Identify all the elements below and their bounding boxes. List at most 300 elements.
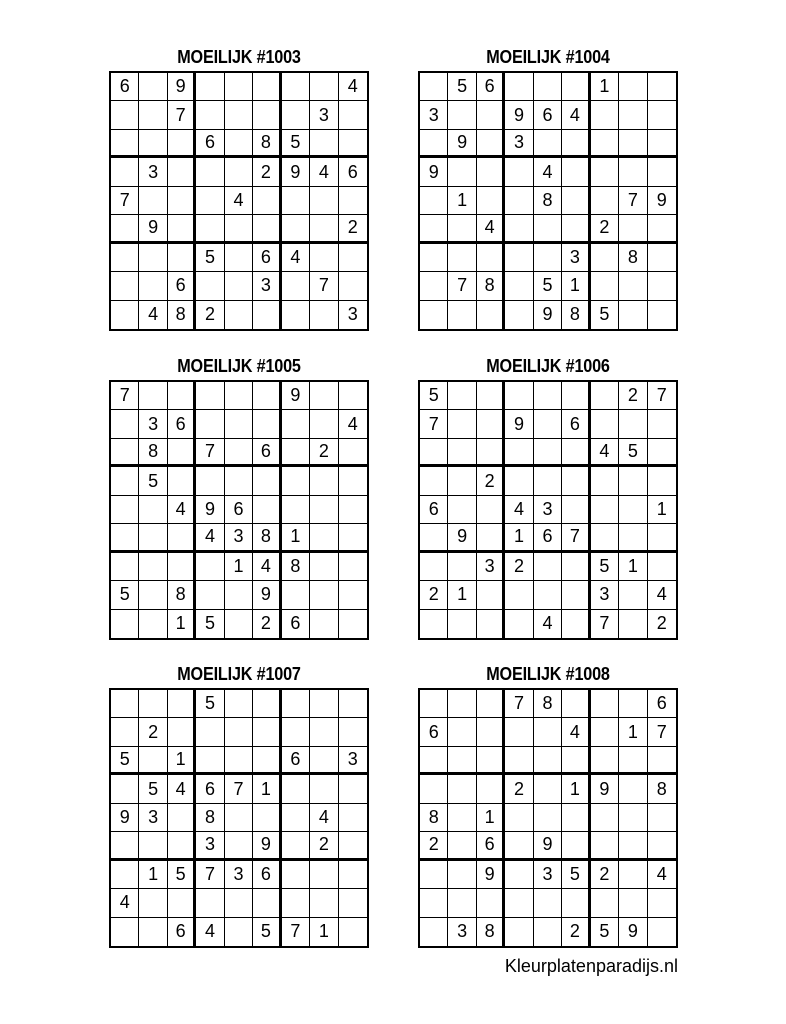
sudoku-cell[interactable] bbox=[253, 215, 281, 243]
sudoku-cell[interactable] bbox=[339, 581, 367, 609]
sudoku-cell[interactable]: 8 bbox=[420, 804, 448, 832]
sudoku-cell[interactable] bbox=[477, 775, 505, 803]
sudoku-cell[interactable] bbox=[477, 410, 505, 438]
sudoku-cell[interactable] bbox=[619, 73, 647, 101]
sudoku-cell[interactable] bbox=[477, 439, 505, 467]
sudoku-cell[interactable] bbox=[253, 301, 281, 329]
sudoku-cell[interactable]: 7 bbox=[648, 382, 676, 410]
sudoku-cell[interactable] bbox=[448, 861, 476, 889]
sudoku-cell[interactable] bbox=[420, 889, 448, 917]
sudoku-cell[interactable] bbox=[591, 747, 619, 775]
sudoku-cell[interactable] bbox=[534, 410, 562, 438]
sudoku-cell[interactable] bbox=[505, 804, 533, 832]
sudoku-cell[interactable] bbox=[225, 918, 253, 946]
sudoku-cell[interactable] bbox=[310, 496, 338, 524]
sudoku-cell[interactable]: 1 bbox=[448, 187, 476, 215]
sudoku-cell[interactable] bbox=[196, 718, 224, 746]
sudoku-cell[interactable]: 3 bbox=[562, 244, 590, 272]
sudoku-cell[interactable]: 9 bbox=[477, 861, 505, 889]
sudoku-cell[interactable] bbox=[534, 244, 562, 272]
sudoku-cell[interactable] bbox=[448, 244, 476, 272]
sudoku-cell[interactable]: 7 bbox=[196, 861, 224, 889]
sudoku-cell[interactable]: 3 bbox=[448, 918, 476, 946]
sudoku-cell[interactable]: 1 bbox=[619, 718, 647, 746]
sudoku-cell[interactable]: 9 bbox=[282, 158, 310, 186]
sudoku-cell[interactable] bbox=[225, 467, 253, 495]
sudoku-cell[interactable]: 1 bbox=[619, 553, 647, 581]
sudoku-cell[interactable] bbox=[253, 496, 281, 524]
sudoku-cell[interactable]: 9 bbox=[619, 918, 647, 946]
sudoku-cell[interactable] bbox=[139, 747, 167, 775]
sudoku-cell[interactable] bbox=[339, 918, 367, 946]
sudoku-cell[interactable]: 6 bbox=[534, 524, 562, 552]
sudoku-cell[interactable] bbox=[477, 889, 505, 917]
sudoku-cell[interactable]: 5 bbox=[562, 861, 590, 889]
sudoku-cell[interactable]: 9 bbox=[139, 215, 167, 243]
sudoku-cell[interactable]: 3 bbox=[139, 158, 167, 186]
sudoku-cell[interactable]: 2 bbox=[196, 301, 224, 329]
sudoku-cell[interactable] bbox=[310, 690, 338, 718]
sudoku-cell[interactable] bbox=[505, 747, 533, 775]
sudoku-cell[interactable] bbox=[619, 690, 647, 718]
sudoku-cell[interactable] bbox=[196, 187, 224, 215]
sudoku-cell[interactable] bbox=[225, 832, 253, 860]
sudoku-cell[interactable] bbox=[139, 130, 167, 158]
sudoku-cell[interactable]: 6 bbox=[253, 244, 281, 272]
sudoku-cell[interactable]: 3 bbox=[505, 130, 533, 158]
sudoku-cell[interactable] bbox=[448, 690, 476, 718]
sudoku-cell[interactable] bbox=[282, 496, 310, 524]
sudoku-cell[interactable]: 5 bbox=[253, 918, 281, 946]
sudoku-cell[interactable]: 6 bbox=[562, 410, 590, 438]
sudoku-cell[interactable] bbox=[477, 101, 505, 129]
sudoku-cell[interactable]: 6 bbox=[339, 158, 367, 186]
sudoku-cell[interactable] bbox=[648, 439, 676, 467]
sudoku-cell[interactable]: 9 bbox=[448, 524, 476, 552]
sudoku-cell[interactable] bbox=[168, 215, 196, 243]
sudoku-cell[interactable] bbox=[477, 718, 505, 746]
sudoku-cell[interactable] bbox=[448, 215, 476, 243]
sudoku-cell[interactable] bbox=[448, 382, 476, 410]
sudoku-cell[interactable] bbox=[225, 610, 253, 638]
sudoku-cell[interactable] bbox=[253, 889, 281, 917]
sudoku-cell[interactable]: 3 bbox=[420, 101, 448, 129]
sudoku-cell[interactable] bbox=[196, 101, 224, 129]
sudoku-cell[interactable] bbox=[339, 553, 367, 581]
sudoku-cell[interactable]: 9 bbox=[505, 410, 533, 438]
sudoku-cell[interactable]: 2 bbox=[253, 610, 281, 638]
sudoku-cell[interactable] bbox=[648, 747, 676, 775]
sudoku-cell[interactable] bbox=[282, 439, 310, 467]
sudoku-cell[interactable] bbox=[253, 718, 281, 746]
sudoku-cell[interactable] bbox=[111, 301, 139, 329]
sudoku-cell[interactable] bbox=[562, 382, 590, 410]
sudoku-cell[interactable] bbox=[420, 244, 448, 272]
sudoku-cell[interactable] bbox=[253, 187, 281, 215]
sudoku-cell[interactable] bbox=[562, 496, 590, 524]
sudoku-cell[interactable]: 2 bbox=[420, 581, 448, 609]
sudoku-cell[interactable] bbox=[310, 861, 338, 889]
sudoku-cell[interactable]: 5 bbox=[282, 130, 310, 158]
sudoku-cell[interactable] bbox=[562, 553, 590, 581]
sudoku-cell[interactable]: 4 bbox=[591, 439, 619, 467]
sudoku-cell[interactable] bbox=[648, 889, 676, 917]
sudoku-cell[interactable] bbox=[505, 215, 533, 243]
sudoku-cell[interactable] bbox=[225, 130, 253, 158]
sudoku-cell[interactable]: 4 bbox=[282, 244, 310, 272]
sudoku-cell[interactable] bbox=[477, 581, 505, 609]
sudoku-cell[interactable]: 5 bbox=[534, 272, 562, 300]
sudoku-cell[interactable] bbox=[139, 382, 167, 410]
sudoku-cell[interactable]: 3 bbox=[591, 581, 619, 609]
sudoku-cell[interactable] bbox=[505, 382, 533, 410]
sudoku-cell[interactable]: 9 bbox=[253, 581, 281, 609]
sudoku-cell[interactable]: 7 bbox=[562, 524, 590, 552]
sudoku-cell[interactable] bbox=[168, 439, 196, 467]
sudoku-cell[interactable]: 3 bbox=[139, 804, 167, 832]
sudoku-cell[interactable] bbox=[448, 889, 476, 917]
sudoku-cell[interactable]: 9 bbox=[168, 73, 196, 101]
sudoku-cell[interactable]: 8 bbox=[562, 301, 590, 329]
sudoku-cell[interactable] bbox=[310, 524, 338, 552]
sudoku-cell[interactable]: 3 bbox=[534, 496, 562, 524]
sudoku-cell[interactable] bbox=[111, 553, 139, 581]
sudoku-cell[interactable] bbox=[111, 130, 139, 158]
sudoku-cell[interactable] bbox=[282, 272, 310, 300]
sudoku-cell[interactable] bbox=[225, 804, 253, 832]
sudoku-cell[interactable]: 2 bbox=[139, 718, 167, 746]
sudoku-cell[interactable] bbox=[168, 244, 196, 272]
sudoku-cell[interactable]: 9 bbox=[420, 158, 448, 186]
sudoku-cell[interactable] bbox=[139, 553, 167, 581]
sudoku-cell[interactable] bbox=[562, 832, 590, 860]
sudoku-cell[interactable] bbox=[339, 889, 367, 917]
sudoku-cell[interactable]: 9 bbox=[448, 130, 476, 158]
sudoku-cell[interactable] bbox=[448, 301, 476, 329]
sudoku-cell[interactable] bbox=[420, 690, 448, 718]
sudoku-cell[interactable] bbox=[339, 101, 367, 129]
sudoku-cell[interactable] bbox=[339, 382, 367, 410]
sudoku-cell[interactable]: 7 bbox=[420, 410, 448, 438]
sudoku-cell[interactable] bbox=[225, 889, 253, 917]
sudoku-cell[interactable]: 3 bbox=[310, 101, 338, 129]
sudoku-cell[interactable]: 6 bbox=[534, 101, 562, 129]
sudoku-cell[interactable]: 6 bbox=[168, 918, 196, 946]
sudoku-cell[interactable] bbox=[477, 244, 505, 272]
sudoku-cell[interactable]: 1 bbox=[168, 747, 196, 775]
sudoku-cell[interactable] bbox=[448, 775, 476, 803]
sudoku-cell[interactable]: 1 bbox=[448, 581, 476, 609]
sudoku-cell[interactable] bbox=[648, 804, 676, 832]
sudoku-cell[interactable] bbox=[619, 272, 647, 300]
sudoku-cell[interactable] bbox=[648, 272, 676, 300]
sudoku-cell[interactable] bbox=[310, 215, 338, 243]
sudoku-cell[interactable] bbox=[448, 101, 476, 129]
sudoku-cell[interactable]: 2 bbox=[339, 215, 367, 243]
sudoku-cell[interactable] bbox=[253, 467, 281, 495]
sudoku-cell[interactable]: 2 bbox=[562, 918, 590, 946]
sudoku-cell[interactable]: 8 bbox=[477, 918, 505, 946]
sudoku-cell[interactable]: 9 bbox=[196, 496, 224, 524]
sudoku-cell[interactable]: 8 bbox=[253, 130, 281, 158]
sudoku-cell[interactable] bbox=[477, 524, 505, 552]
sudoku-cell[interactable] bbox=[282, 187, 310, 215]
sudoku-cell[interactable] bbox=[619, 747, 647, 775]
sudoku-cell[interactable] bbox=[310, 718, 338, 746]
sudoku-cell[interactable] bbox=[448, 553, 476, 581]
sudoku-cell[interactable] bbox=[282, 775, 310, 803]
sudoku-cell[interactable] bbox=[420, 130, 448, 158]
sudoku-cell[interactable]: 6 bbox=[111, 73, 139, 101]
sudoku-cell[interactable] bbox=[310, 775, 338, 803]
sudoku-cell[interactable] bbox=[196, 215, 224, 243]
sudoku-cell[interactable]: 8 bbox=[534, 187, 562, 215]
sudoku-cell[interactable] bbox=[310, 73, 338, 101]
sudoku-cell[interactable] bbox=[111, 272, 139, 300]
sudoku-cell[interactable] bbox=[619, 861, 647, 889]
sudoku-cell[interactable]: 4 bbox=[196, 918, 224, 946]
sudoku-cell[interactable]: 2 bbox=[310, 439, 338, 467]
sudoku-cell[interactable] bbox=[310, 610, 338, 638]
sudoku-cell[interactable] bbox=[534, 215, 562, 243]
sudoku-cell[interactable]: 5 bbox=[111, 747, 139, 775]
sudoku-cell[interactable] bbox=[534, 553, 562, 581]
sudoku-cell[interactable] bbox=[477, 610, 505, 638]
sudoku-cell[interactable]: 7 bbox=[591, 610, 619, 638]
sudoku-cell[interactable] bbox=[648, 918, 676, 946]
sudoku-cell[interactable] bbox=[253, 382, 281, 410]
sudoku-cell[interactable]: 8 bbox=[168, 581, 196, 609]
sudoku-cell[interactable]: 3 bbox=[196, 832, 224, 860]
sudoku-cell[interactable]: 9 bbox=[282, 382, 310, 410]
sudoku-cell[interactable]: 7 bbox=[648, 718, 676, 746]
sudoku-cell[interactable]: 3 bbox=[253, 272, 281, 300]
sudoku-cell[interactable] bbox=[505, 832, 533, 860]
sudoku-cell[interactable] bbox=[253, 101, 281, 129]
sudoku-cell[interactable] bbox=[534, 581, 562, 609]
sudoku-cell[interactable] bbox=[196, 467, 224, 495]
sudoku-cell[interactable]: 4 bbox=[139, 301, 167, 329]
sudoku-cell[interactable]: 1 bbox=[562, 775, 590, 803]
sudoku-cell[interactable] bbox=[448, 496, 476, 524]
sudoku-cell[interactable] bbox=[225, 747, 253, 775]
sudoku-cell[interactable] bbox=[168, 130, 196, 158]
sudoku-cell[interactable]: 6 bbox=[648, 690, 676, 718]
sudoku-cell[interactable] bbox=[111, 524, 139, 552]
sudoku-cell[interactable]: 4 bbox=[253, 553, 281, 581]
sudoku-cell[interactable] bbox=[282, 215, 310, 243]
sudoku-cell[interactable] bbox=[282, 73, 310, 101]
sudoku-cell[interactable]: 1 bbox=[168, 610, 196, 638]
sudoku-cell[interactable] bbox=[534, 73, 562, 101]
sudoku-cell[interactable] bbox=[562, 467, 590, 495]
sudoku-cell[interactable]: 7 bbox=[282, 918, 310, 946]
sudoku-cell[interactable] bbox=[420, 747, 448, 775]
sudoku-cell[interactable]: 7 bbox=[196, 439, 224, 467]
sudoku-cell[interactable]: 4 bbox=[505, 496, 533, 524]
sudoku-cell[interactable] bbox=[477, 130, 505, 158]
sudoku-cell[interactable]: 6 bbox=[282, 747, 310, 775]
sudoku-cell[interactable] bbox=[505, 918, 533, 946]
sudoku-cell[interactable] bbox=[448, 439, 476, 467]
sudoku-cell[interactable] bbox=[619, 101, 647, 129]
sudoku-cell[interactable] bbox=[339, 804, 367, 832]
sudoku-cell[interactable] bbox=[505, 73, 533, 101]
sudoku-cell[interactable] bbox=[168, 382, 196, 410]
sudoku-cell[interactable] bbox=[253, 747, 281, 775]
sudoku-cell[interactable] bbox=[111, 832, 139, 860]
sudoku-cell[interactable] bbox=[339, 610, 367, 638]
sudoku-cell[interactable] bbox=[591, 410, 619, 438]
sudoku-cell[interactable] bbox=[448, 467, 476, 495]
sudoku-cell[interactable] bbox=[310, 410, 338, 438]
sudoku-cell[interactable] bbox=[562, 215, 590, 243]
sudoku-cell[interactable]: 1 bbox=[225, 553, 253, 581]
sudoku-cell[interactable] bbox=[139, 244, 167, 272]
sudoku-cell[interactable] bbox=[420, 467, 448, 495]
sudoku-cell[interactable] bbox=[562, 187, 590, 215]
sudoku-cell[interactable]: 3 bbox=[477, 553, 505, 581]
sudoku-cell[interactable] bbox=[339, 244, 367, 272]
sudoku-cell[interactable] bbox=[448, 610, 476, 638]
sudoku-cell[interactable] bbox=[591, 158, 619, 186]
sudoku-cell[interactable] bbox=[196, 889, 224, 917]
sudoku-cell[interactable] bbox=[505, 467, 533, 495]
sudoku-cell[interactable] bbox=[420, 610, 448, 638]
sudoku-cell[interactable] bbox=[339, 187, 367, 215]
sudoku-cell[interactable]: 9 bbox=[648, 187, 676, 215]
sudoku-cell[interactable]: 6 bbox=[168, 410, 196, 438]
sudoku-cell[interactable] bbox=[139, 889, 167, 917]
sudoku-cell[interactable] bbox=[310, 382, 338, 410]
sudoku-cell[interactable] bbox=[253, 73, 281, 101]
sudoku-cell[interactable] bbox=[420, 272, 448, 300]
sudoku-cell[interactable] bbox=[534, 918, 562, 946]
sudoku-cell[interactable]: 8 bbox=[139, 439, 167, 467]
sudoku-cell[interactable] bbox=[562, 73, 590, 101]
sudoku-cell[interactable] bbox=[168, 832, 196, 860]
sudoku-cell[interactable]: 2 bbox=[505, 775, 533, 803]
sudoku-cell[interactable]: 1 bbox=[310, 918, 338, 946]
sudoku-cell[interactable]: 4 bbox=[648, 861, 676, 889]
sudoku-cell[interactable] bbox=[339, 861, 367, 889]
sudoku-cell[interactable] bbox=[505, 439, 533, 467]
sudoku-cell[interactable]: 6 bbox=[477, 832, 505, 860]
sudoku-cell[interactable] bbox=[420, 73, 448, 101]
sudoku-cell[interactable] bbox=[619, 804, 647, 832]
sudoku-cell[interactable]: 5 bbox=[591, 553, 619, 581]
sudoku-cell[interactable]: 8 bbox=[477, 272, 505, 300]
sudoku-cell[interactable]: 6 bbox=[420, 718, 448, 746]
sudoku-cell[interactable]: 3 bbox=[225, 524, 253, 552]
sudoku-cell[interactable] bbox=[534, 804, 562, 832]
sudoku-cell[interactable] bbox=[505, 861, 533, 889]
sudoku-cell[interactable]: 2 bbox=[420, 832, 448, 860]
sudoku-cell[interactable] bbox=[477, 747, 505, 775]
sudoku-cell[interactable] bbox=[648, 215, 676, 243]
sudoku-cell[interactable] bbox=[505, 301, 533, 329]
sudoku-cell[interactable]: 7 bbox=[448, 272, 476, 300]
sudoku-cell[interactable]: 7 bbox=[505, 690, 533, 718]
sudoku-cell[interactable]: 4 bbox=[648, 581, 676, 609]
sudoku-cell[interactable]: 7 bbox=[225, 775, 253, 803]
sudoku-cell[interactable]: 4 bbox=[534, 610, 562, 638]
sudoku-cell[interactable] bbox=[591, 804, 619, 832]
sudoku-cell[interactable] bbox=[562, 158, 590, 186]
sudoku-cell[interactable] bbox=[420, 187, 448, 215]
sudoku-cell[interactable] bbox=[168, 690, 196, 718]
sudoku-cell[interactable] bbox=[225, 301, 253, 329]
sudoku-cell[interactable] bbox=[648, 130, 676, 158]
sudoku-cell[interactable]: 4 bbox=[339, 410, 367, 438]
sudoku-cell[interactable] bbox=[282, 690, 310, 718]
sudoku-cell[interactable] bbox=[339, 467, 367, 495]
sudoku-cell[interactable] bbox=[534, 439, 562, 467]
sudoku-cell[interactable]: 9 bbox=[591, 775, 619, 803]
sudoku-cell[interactable] bbox=[339, 524, 367, 552]
sudoku-cell[interactable] bbox=[448, 410, 476, 438]
sudoku-cell[interactable] bbox=[591, 524, 619, 552]
sudoku-cell[interactable] bbox=[168, 524, 196, 552]
sudoku-cell[interactable] bbox=[111, 610, 139, 638]
sudoku-cell[interactable]: 4 bbox=[562, 718, 590, 746]
sudoku-cell[interactable] bbox=[420, 301, 448, 329]
sudoku-cell[interactable]: 2 bbox=[310, 832, 338, 860]
sudoku-cell[interactable] bbox=[505, 718, 533, 746]
sudoku-cell[interactable]: 5 bbox=[591, 301, 619, 329]
sudoku-cell[interactable] bbox=[534, 889, 562, 917]
sudoku-cell[interactable] bbox=[648, 158, 676, 186]
sudoku-cell[interactable]: 6 bbox=[253, 861, 281, 889]
sudoku-cell[interactable]: 5 bbox=[196, 244, 224, 272]
sudoku-cell[interactable] bbox=[225, 410, 253, 438]
sudoku-cell[interactable]: 5 bbox=[619, 439, 647, 467]
sudoku-cell[interactable]: 8 bbox=[534, 690, 562, 718]
sudoku-cell[interactable] bbox=[139, 101, 167, 129]
sudoku-cell[interactable] bbox=[591, 272, 619, 300]
sudoku-cell[interactable] bbox=[139, 272, 167, 300]
sudoku-cell[interactable] bbox=[648, 73, 676, 101]
sudoku-cell[interactable]: 8 bbox=[168, 301, 196, 329]
sudoku-cell[interactable]: 1 bbox=[477, 804, 505, 832]
sudoku-cell[interactable]: 5 bbox=[420, 382, 448, 410]
sudoku-cell[interactable] bbox=[253, 690, 281, 718]
sudoku-cell[interactable] bbox=[619, 467, 647, 495]
sudoku-cell[interactable] bbox=[505, 187, 533, 215]
sudoku-cell[interactable] bbox=[339, 496, 367, 524]
sudoku-cell[interactable]: 4 bbox=[477, 215, 505, 243]
sudoku-cell[interactable] bbox=[196, 272, 224, 300]
sudoku-cell[interactable] bbox=[505, 244, 533, 272]
sudoku-cell[interactable] bbox=[619, 301, 647, 329]
sudoku-cell[interactable]: 9 bbox=[534, 832, 562, 860]
sudoku-cell[interactable]: 2 bbox=[619, 382, 647, 410]
sudoku-cell[interactable] bbox=[282, 301, 310, 329]
sudoku-cell[interactable] bbox=[111, 467, 139, 495]
sudoku-cell[interactable] bbox=[420, 861, 448, 889]
sudoku-cell[interactable] bbox=[591, 130, 619, 158]
sudoku-cell[interactable] bbox=[591, 101, 619, 129]
sudoku-cell[interactable]: 5 bbox=[168, 861, 196, 889]
sudoku-cell[interactable] bbox=[420, 775, 448, 803]
sudoku-cell[interactable] bbox=[282, 101, 310, 129]
sudoku-cell[interactable]: 4 bbox=[339, 73, 367, 101]
sudoku-cell[interactable] bbox=[111, 775, 139, 803]
sudoku-cell[interactable] bbox=[648, 524, 676, 552]
sudoku-cell[interactable]: 1 bbox=[591, 73, 619, 101]
sudoku-cell[interactable] bbox=[111, 101, 139, 129]
sudoku-cell[interactable] bbox=[505, 158, 533, 186]
